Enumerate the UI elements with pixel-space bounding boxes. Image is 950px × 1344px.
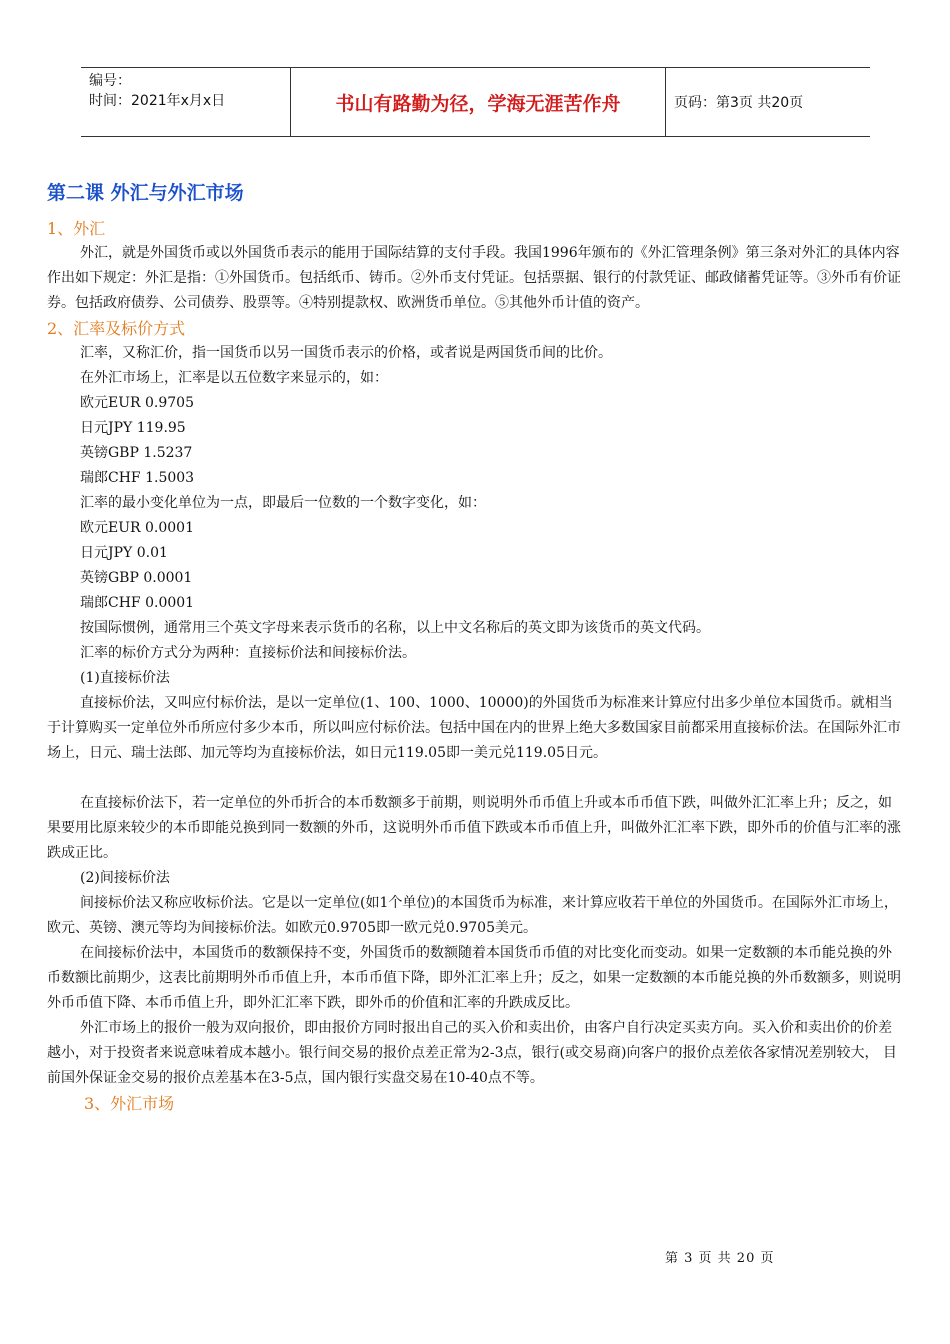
- header-motto: 书山有路勤为径，学海无涯苦作舟: [291, 68, 666, 136]
- list-line: 瑞郎CHF 0.0001: [80, 595, 195, 611]
- list-line: 瑞郎CHF 1.5003: [80, 470, 195, 486]
- list-line: 英镑GBP 1.5237: [80, 445, 193, 461]
- indirect-quote-paragraph: 间接标价法又称应收标价法。它是以一定单位(如1个单位)的本国货币为标准，来计算应收若干单位的外国货币。在国际外汇市场上，欧元、英镑、澳元等均为间接标价法。如欧元0.9705即一欧元兑0.9705美元。: [47, 895, 898, 936]
- list-line: 英镑GBP 0.0001: [80, 570, 193, 586]
- number-label: 编号：: [89, 73, 131, 89]
- list-line: 欧元EUR 0.9705: [80, 395, 194, 411]
- list-line: 在外汇市场上，汇率是以五位数字来显示的，如：: [80, 370, 388, 386]
- lesson-title: 第二课 外汇与外汇市场: [47, 182, 244, 204]
- list-line: 日元JPY 0.01: [80, 545, 168, 561]
- list-line: (1)直接标价法: [80, 670, 170, 686]
- list-line: 日元JPY 119.95: [80, 420, 186, 436]
- page-footer: 第 3 页 共 20 页: [665, 1251, 775, 1266]
- direct-quote-paragraph-2: 在直接标价法下，若一定单位的外币折合的本币数额多于前期，则说明外币币值上升或本币币值下跌，叫做外汇汇率上升；反之，如果要用比原来较少的本币即能兑换到同一数额的外币，这说明外币币值下跌或本币币值上升，叫做外汇汇率下跌，即外币的价值与汇率的涨跌成正比。: [47, 795, 901, 861]
- indirect-quote-paragraph-2: 在间接标价法中，本国货币的数额保持不变，外国货币的数额随着本国货币币值的对比变化而变动。如果一定数额的本币能兑换的外币数额比前期少，这表比前期明外币币值上升，本币币值下降，即外汇汇率上升；反之，如果一定数额的本币能兑换的外币数额多，则说明外币币值下降、本币币值上升，即外汇汇率下跌，即外币的价值和汇率的升跌成反比。: [47, 945, 901, 1011]
- indirect-quote-label: (2)间接标价法: [80, 870, 170, 886]
- date-label: 时间：2021年x月x日: [89, 93, 226, 109]
- document-body: [47, 178, 905, 1116]
- section-1-heading: 1、外汇: [47, 219, 106, 238]
- two-way-quote-paragraph: 外汇市场上的报价一般为双向报价，即由报价方同时报出自己的买入价和卖出价，由客户自行决定买卖方向。买入价和卖出价的价差越小，对于投资者来说意味着成本越小。银行间交易的报价点差正常为2-3点，银行(或交易商)向客户的报价点差依各家情况差别较大， 目前国外保证金交易的报价点差基本在3-5点，国内银行实盘交易在10-40点不等。: [47, 1020, 897, 1086]
- header-page-info: 页码：第3页 共20页: [674, 95, 804, 111]
- header-meta: [81, 68, 291, 136]
- header-table: [81, 67, 870, 137]
- list-line: 汇率的标价方式分为两种：直接标价法和间接标价法。: [80, 645, 416, 661]
- list-line: 按国际惯例，通常用三个英文字母来表示货币的名称，以上中文名称后的英文即为该货币的英文代码。: [80, 620, 710, 636]
- blank-line: [47, 766, 905, 791]
- list-line: 汇率的最小变化单位为一点，即最后一位数的一个数字变化，如：: [80, 495, 486, 511]
- list-line: 欧元EUR 0.0001: [80, 520, 194, 536]
- section-3-heading: 3、外汇市场: [84, 1094, 175, 1113]
- list-line: 汇率，又称汇价，指一国货币以另一国货币表示的价格，或者说是两国货币间的比价。: [80, 345, 612, 361]
- section-2-heading: 2、汇率及标价方式: [47, 319, 186, 338]
- section-1-paragraph: 外汇，就是外国货币或以外国货币表示的能用于国际结算的支付手段。我国1996年颁布的《外汇管理条例》第三条对外汇的具体内容作出如下规定：外汇是指：①外国货币。包括纸币、铸币。②外币支付凭证。包括票据、银行的付款凭证、邮政储蓄凭证等。③外币有价证券。包括政府债券、公司债券、股票等。④特别提款权、欧洲货币单位。⑤其他外币计值的资产。: [47, 245, 901, 311]
- direct-quote-paragraph: 直接标价法，又叫应付标价法，是以一定单位(1、100、1000、10000)的外国货币为标准来计算应付出多少单位本国货币。就相当于计算购买一定单位外币所应付多少本币，所以叫应付标价法。包括中国在内的世界上绝大多数国家目前都采用直接标价法。在国际外汇市场上，日元、瑞士法郎、加元等均为直接标价法，如日元119.05即一美元兑119.05日元。: [47, 695, 901, 761]
